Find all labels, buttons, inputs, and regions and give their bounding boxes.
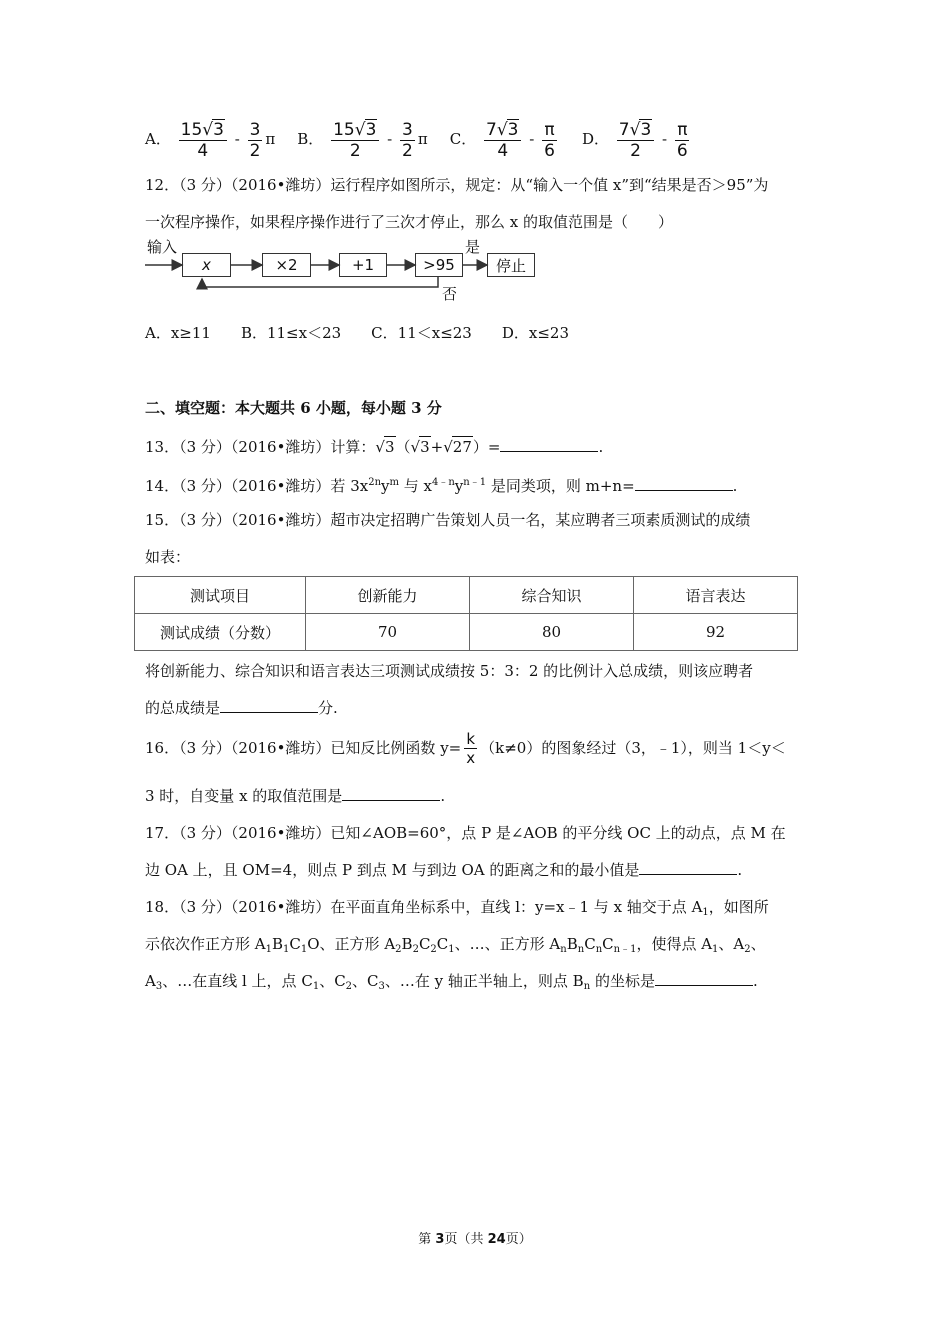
page-number: 3 xyxy=(435,1232,445,1247)
q18-line3: $A_3$、…在直线 l 上，点 $C_1$、$C_2$、$C_3$、…在 y 轴正半轴上，则点 $B_n$ 的坐标是 . xyxy=(145,972,758,992)
q12-text-line2: 一次程序操作，如果程序操作进行了三次才停止，那么 x 的取值范围是（ ） xyxy=(145,213,673,231)
q11-option-b: B． $\frac{15√3}{2}$ - $\frac{3}{2}$ π xyxy=(297,119,428,161)
table-cell: 70 xyxy=(306,614,470,651)
table-header-cell: 创新能力 xyxy=(306,577,470,614)
q15-text-line3: 将创新能力、综合知识和语言表达三项测试成绩按 5：3：2 的比例计入总成绩，则该应聘者 xyxy=(145,662,754,680)
q15-score-table xyxy=(134,576,798,651)
q16-answer-blank[interactable] xyxy=(342,786,440,801)
table-header-row xyxy=(135,577,798,614)
q18-answer-blank[interactable] xyxy=(655,971,753,986)
table-cell: 测试成绩（分数） xyxy=(135,614,306,651)
q15-text-line1: 15．（3 分）（2016•潍坊）超市决定招聘广告策划人员一名，某应聘者三项素质测试的成绩 xyxy=(145,511,751,529)
q18-line2: 示依次作正方形 $A_1B_1C_1O$、正方形 $A_2B_2C_2C_1$、…、正方形 $A_nB_nC_nC_{n﹣1}$，使得点 $A_1$、$A_2$、 xyxy=(145,935,766,955)
flow-box-stop: 停止 xyxy=(487,253,535,277)
q12-options: A．x≥11 B．11≤x＜23 C．11＜x≤23 D．x≤23 xyxy=(145,324,569,342)
table-cell: 92 xyxy=(634,614,798,651)
flow-box-plus1: +1 xyxy=(339,253,387,277)
q11-options xyxy=(145,116,693,164)
q17-line1: 17．（3 分）（2016•潍坊）已知∠AOB=60°，点 P 是∠AOB 的平分线 OC 上的动点，点 M 在 xyxy=(145,824,786,842)
q13-answer-blank[interactable] xyxy=(500,437,598,452)
q15-answer-blank[interactable] xyxy=(220,698,318,713)
q16-line2: 3 时，自变量 x 的取值范围是 . xyxy=(145,787,446,805)
q16-line1: 16．（3 分）（2016•潍坊）已知反比例函数 y= $\frac{k}{x}$ （k≠0）的图象经过（3，﹣1），则当 1＜y＜ xyxy=(145,729,786,767)
q15-text-line2: 如表： xyxy=(145,548,191,566)
section-2-title: 二、填空题：本大题共 6 小题，每小题 3 分 xyxy=(145,399,442,417)
q14: 14．（3 分）（2016•潍坊）若 $3x^{2n}y^m$ 与 $x^{4﹣n}y^{n﹣1}$ 是同类项，则 m+n= . xyxy=(145,477,738,495)
q11-option-a: A． $\frac{15√3}{4}$ - $\frac{3}{2}$ π xyxy=(145,119,276,161)
total-pages: 24 xyxy=(487,1232,506,1247)
flow-input-label: 输入 xyxy=(147,238,178,256)
table-header-cell: 测试项目 xyxy=(135,577,306,614)
q18-line1: 18．（3 分）（2016•潍坊）在平面直角坐标系中，直线 l：y=x﹣1 与 x 轴交于点 $A_1$，如图所 xyxy=(145,898,769,918)
flow-box-x: x xyxy=(182,253,231,277)
flow-box-times2: ×2 xyxy=(262,253,311,277)
q13: 13．（3 分）（2016•潍坊）计算：√3（√3+√27）= . xyxy=(145,438,604,456)
q17-answer-blank[interactable] xyxy=(639,860,737,875)
table-row xyxy=(135,614,798,651)
q17-line2: 边 OA 上，且 OM=4，则点 P 到点 M 与到边 OA 的距离之和的最小值是 . xyxy=(145,861,743,879)
flow-box-compare: >95 xyxy=(415,253,463,277)
q11-option-d: D． $\frac{7√3}{2}$ - $\frac{\pi}{6}$ xyxy=(581,119,688,161)
table-cell: 80 xyxy=(470,614,634,651)
table-header-cell: 语言表达 xyxy=(634,577,798,614)
q11-option-c: C． $\frac{7√3}{4}$ - $\frac{\pi}{6}$ xyxy=(449,119,555,161)
q12-text-line1: 12．（3 分）（2016•潍坊）运行程序如图所示，规定：从“输入一个值 x”到“结果是否＞95”为 xyxy=(145,176,769,194)
q14-answer-blank[interactable] xyxy=(635,476,733,491)
table-header-cell: 综合知识 xyxy=(470,577,634,614)
flow-no-label: 否 xyxy=(442,285,458,303)
flow-yes-label: 是 xyxy=(465,238,481,256)
page-footer: 第 3页（共 24页） xyxy=(418,1232,532,1247)
q15-text-line4: 的总成绩是 分. xyxy=(145,699,338,717)
